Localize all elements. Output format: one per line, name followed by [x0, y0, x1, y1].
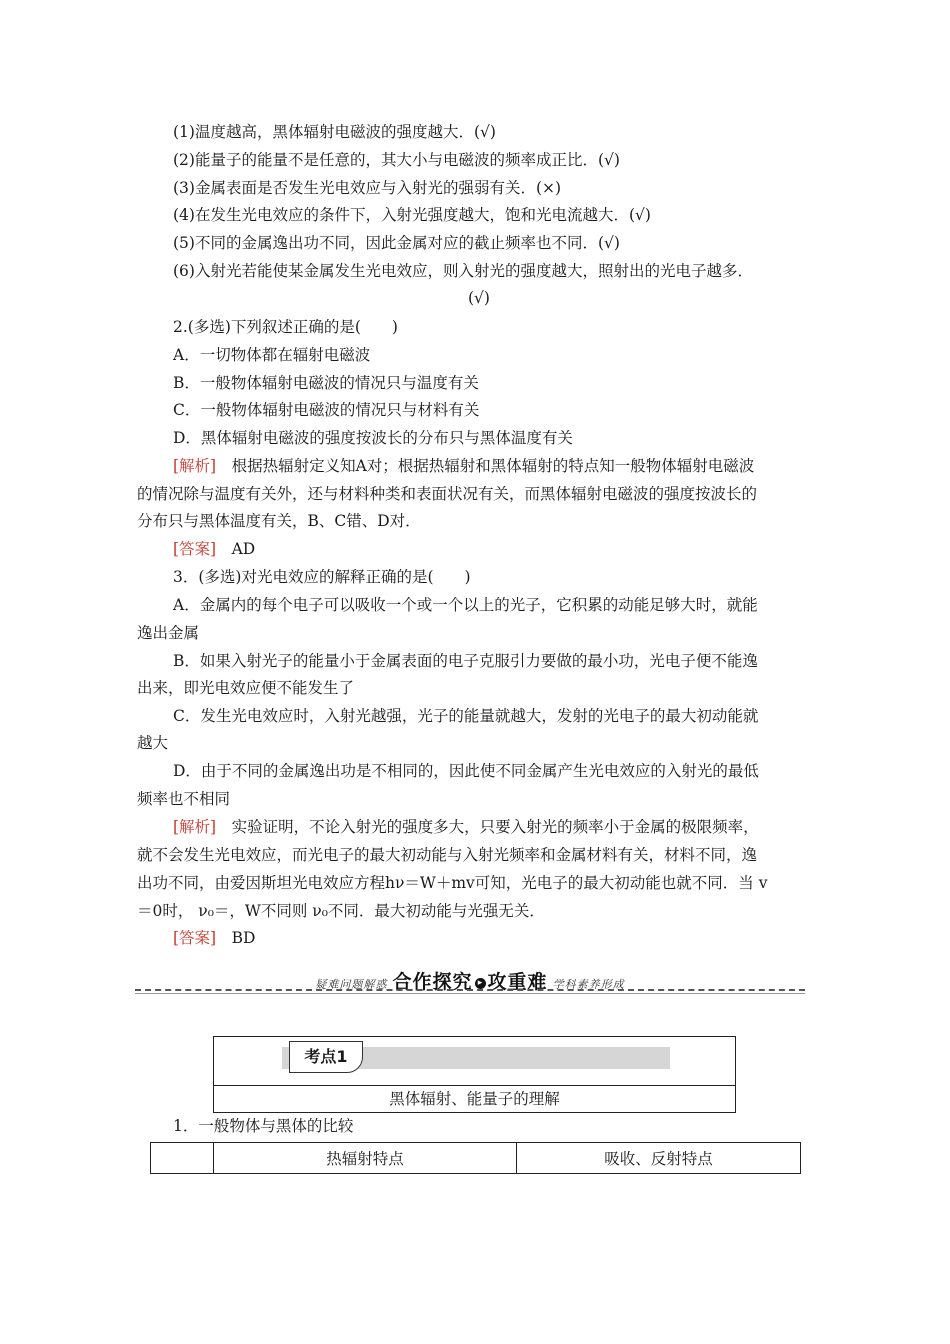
- kaodian-box: [213, 1036, 736, 1113]
- q2-analysis-line-1: [173, 456, 754, 476]
- q3-stem: 3．(多选)对光电效应的解释正确的是( ): [173, 568, 471, 586]
- q3-answer-line: [173, 928, 255, 948]
- q3-analysis-line-3: 出功不同，由爱因斯坦光电效应方程hν＝W＋mv可知，光电子的最大初动能也就不同．当 v: [137, 874, 768, 892]
- table-header-thermal: 热辐射特点: [214, 1143, 517, 1174]
- banner-right-text: 学科素养形成: [552, 978, 625, 991]
- q2-analysis-tag: [解析]: [173, 457, 217, 475]
- q3-option-a-2: 逸出金属: [137, 624, 200, 642]
- q3-analysis-line-2: 就不会发生光电效应，而光电子的最大初动能与入射光频率和金属材料有关，材料不同，逸: [137, 846, 758, 864]
- judgment-5: (5)不同的金属逸出功不同，因此金属对应的截止频率也不同．(√): [173, 234, 620, 252]
- q3-analysis-line-1: [173, 817, 759, 837]
- q2-option-b: B．一般物体辐射电磁波的情况只与温度有关: [173, 374, 479, 392]
- q2-answer: AD: [216, 540, 256, 558]
- q2-analysis-text-1: 根据热辐射定义知A对；根据热辐射和黑体辐射的特点知一般物体辐射电磁波: [216, 457, 755, 475]
- arrow-icon: ▸: [475, 978, 486, 989]
- q3-option-b-2: 出来，即光电效应便不能发生了: [137, 679, 355, 697]
- q3-option-d-2: 频率也不相同: [137, 790, 231, 808]
- banner-left-text: 疑难问题解惑: [315, 978, 388, 991]
- judgment-6: (6)入射光若能使某金属发生光电效应，则入射光的强度越大，照射出的光电子越多．: [173, 262, 753, 280]
- q2-option-c: C．一般物体辐射电磁波的情况只与材料有关: [173, 401, 480, 419]
- q3-option-c-1: C．发生光电效应时，入射光越强，光子的能量就越大，发射的光电子的最大初动能就: [173, 707, 759, 725]
- q2-analysis-line-3: 分布只与黑体温度有关，B、C错、D对．: [137, 512, 421, 530]
- table-header-absorb: 吸收、反射特点: [517, 1143, 801, 1174]
- judgment-6-mark: (√): [468, 289, 490, 307]
- q3-analysis-tag: [解析]: [173, 818, 217, 836]
- section-banner: [135, 965, 805, 995]
- q2-analysis-line-2: 的情况除与温度有关外，还与材料种类和表面状况有关，而黑体辐射电磁波的强度按波长的: [137, 485, 758, 503]
- judgment-2: (2)能量子的能量不是任意的，其大小与电磁波的频率成正比．(√): [173, 151, 620, 169]
- q3-option-d-1: D．由于不同的金属逸出功是不相同的，因此使不同金属产生光电效应的入射光的最低: [173, 762, 759, 780]
- q3-answer: BD: [216, 929, 256, 947]
- q2-stem: 2.(多选)下列叙述正确的是( ): [173, 318, 398, 336]
- q2-option-a: A．一切物体都在辐射电磁波: [173, 346, 371, 364]
- comparison-table: [150, 1142, 801, 1174]
- judgment-3: (3)金属表面是否发生光电效应与入射光的强弱有关．(×): [173, 179, 562, 197]
- judgment-4: (4)在发生光电效应的条件下，入射光强度越大，饱和光电流越大．(√): [173, 206, 651, 224]
- table-header-row: [151, 1143, 801, 1174]
- q2-option-d: D．黑体辐射电磁波的强度按波长的分布只与黑体温度有关: [173, 429, 573, 447]
- q3-option-b-1: B．如果入射光子的能量小于金属表面的电子克服引力要做的最小功，光电子便不能逸: [173, 652, 758, 670]
- q3-analysis-text-1: 实验证明，不论入射光的强度多大，只要入射光的频率小于金属的极限频率，: [216, 818, 759, 836]
- judgment-1: (1)温度越高，黑体辐射电磁波的强度越大．(√): [173, 123, 496, 141]
- kaodian-label: 考点1: [289, 1041, 363, 1073]
- kaodian-title: 黑体辐射、能量子的理解: [389, 1090, 560, 1108]
- q3-analysis-line-4: ＝0时， ν₀＝，W不同则 ν₀不同．最大初动能与光强无关．: [137, 902, 545, 920]
- q3-option-c-2: 越大: [137, 734, 169, 752]
- section-heading: 1．一般物体与黑体的比较: [173, 1117, 354, 1135]
- q3-option-a-1: A．金属内的每个电子可以吸收一个或一个以上的光子，它积累的动能足够大时，就能: [173, 596, 758, 614]
- q2-answer-tag: [答案]: [173, 540, 217, 558]
- banner-divider-thin: [135, 993, 805, 994]
- banner-main-2: 攻重难: [487, 971, 548, 993]
- table-header-empty: [151, 1143, 214, 1174]
- banner-divider: [135, 989, 805, 991]
- banner-main-1: 合作探究: [392, 971, 473, 993]
- q3-answer-tag: [答案]: [173, 929, 217, 947]
- q2-answer-line: [173, 539, 255, 559]
